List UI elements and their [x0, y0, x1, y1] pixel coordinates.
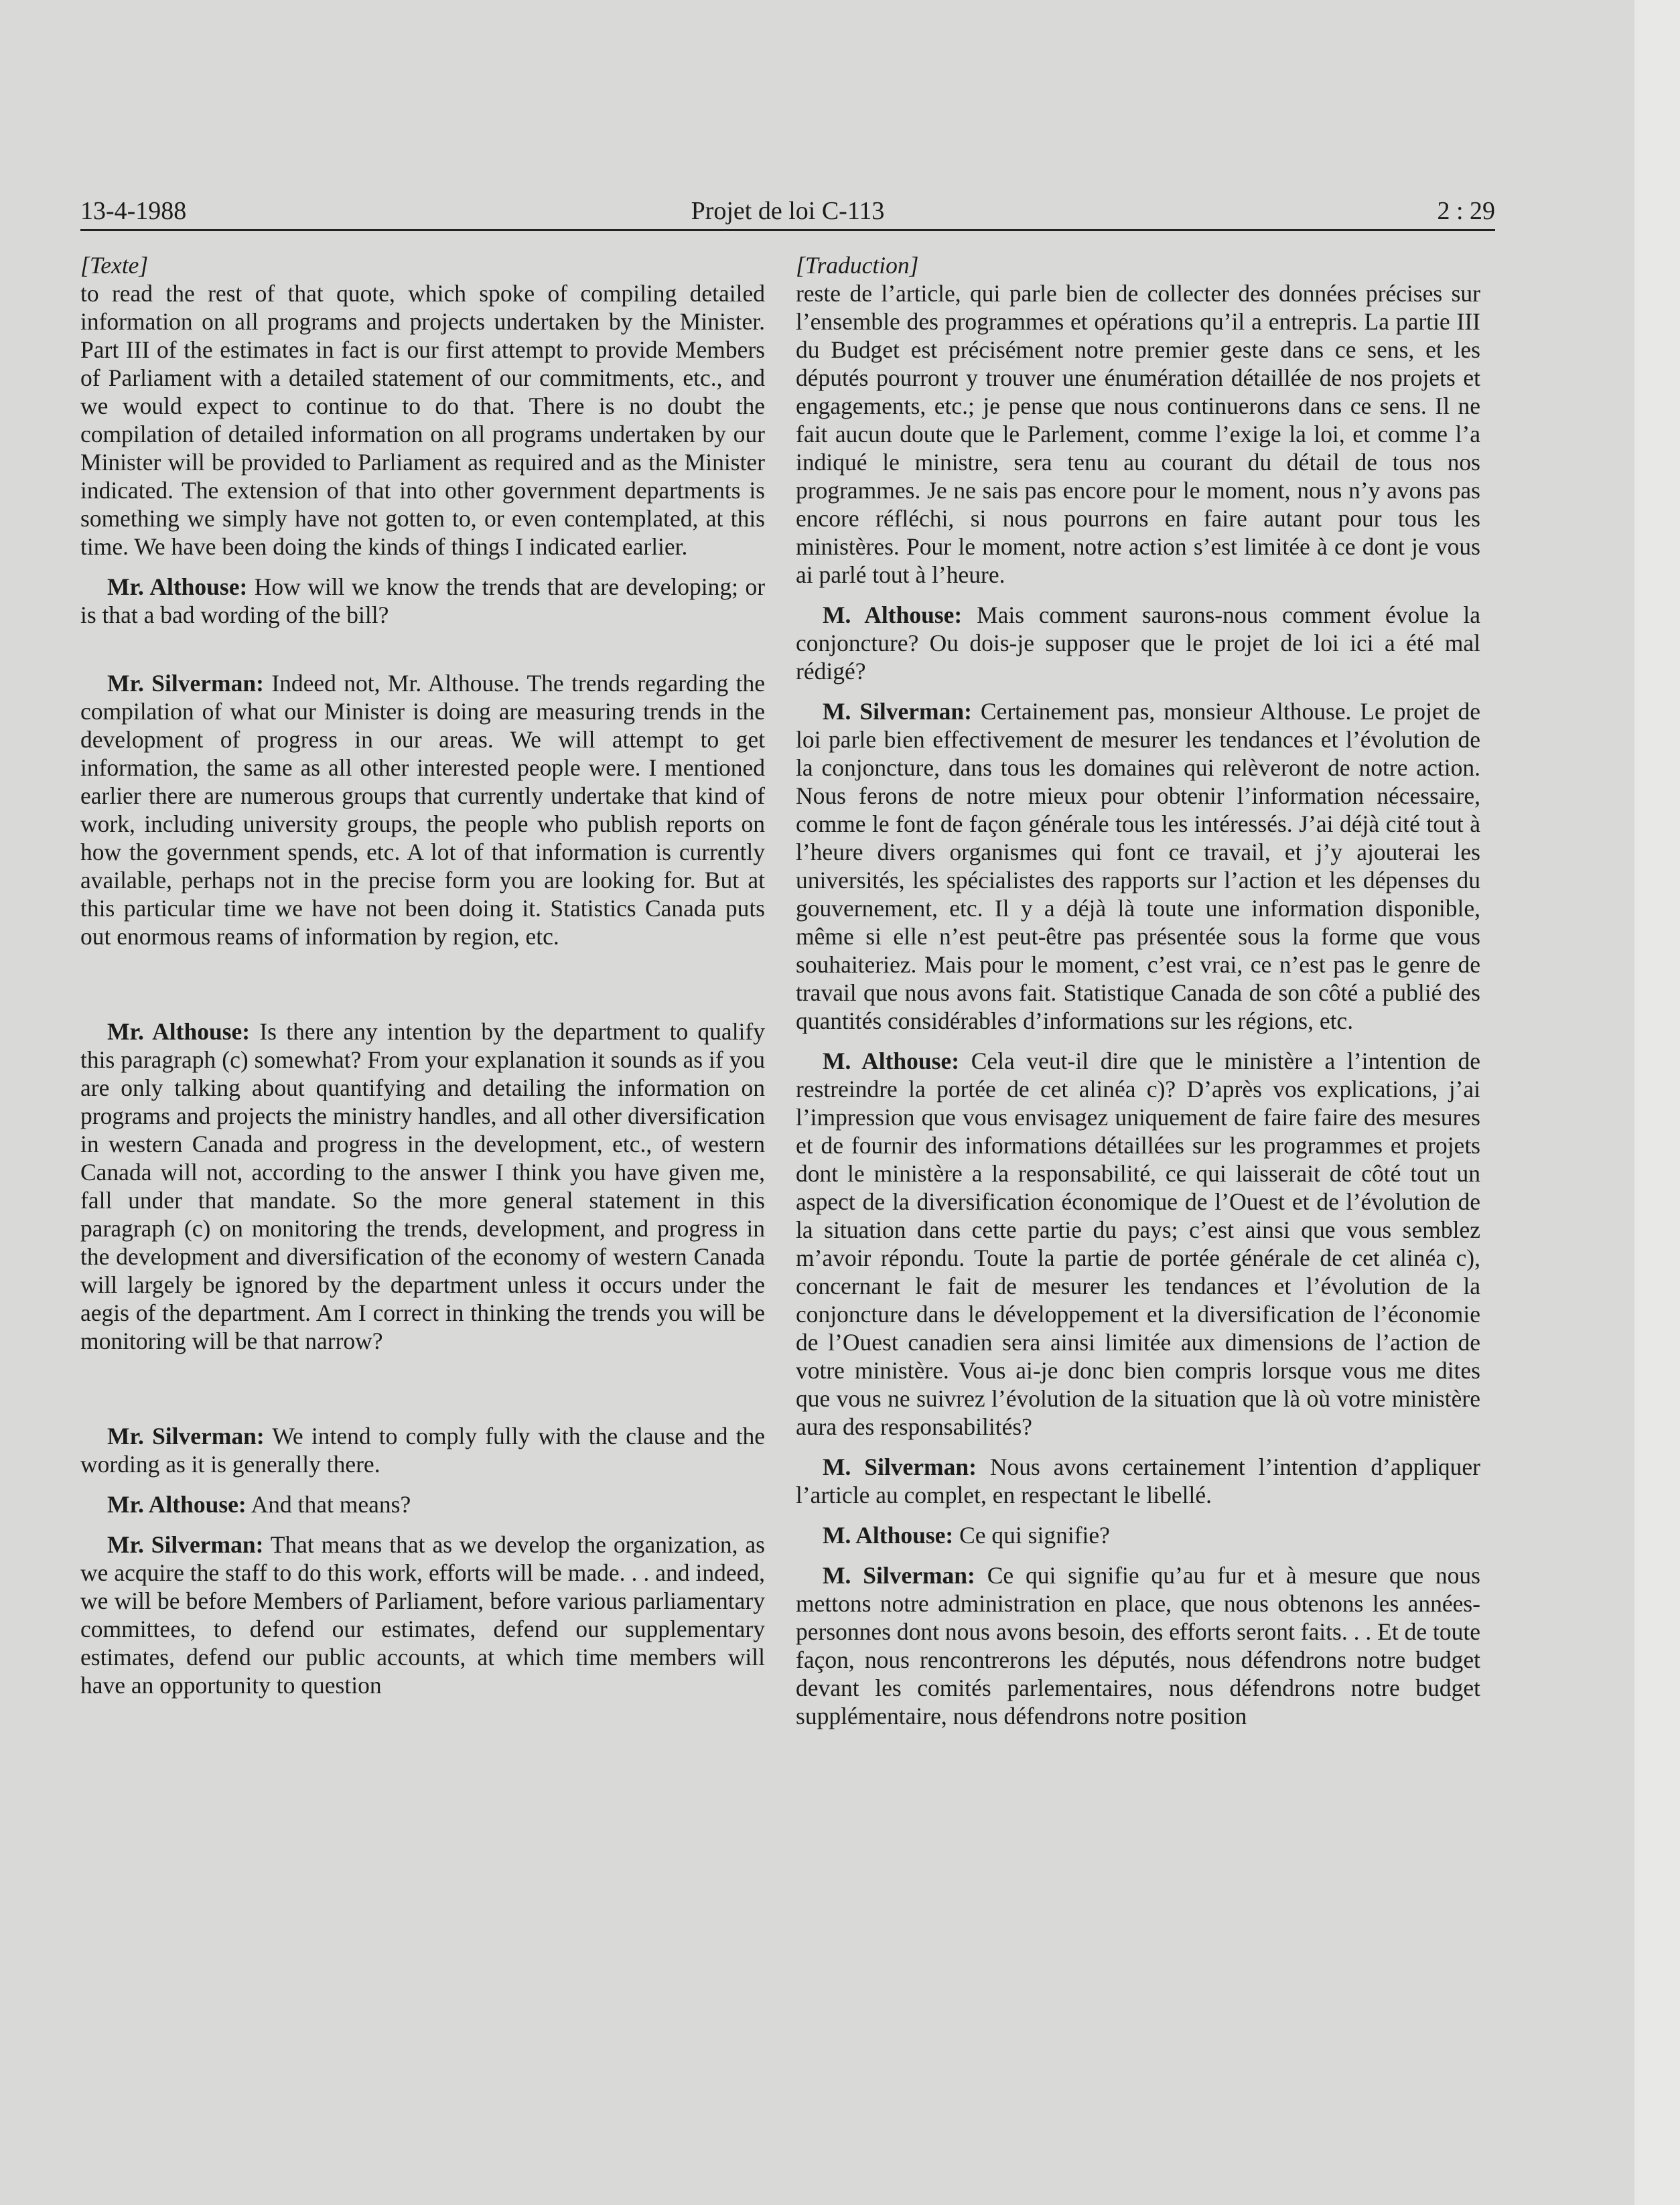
page-header [80, 196, 1495, 231]
paragraph-2 [796, 697, 1480, 1035]
paragraph-4 [80, 1422, 765, 1478]
speech-text: Certainement pas, monsieur Althouse. Le projet de loi parle bien effectivement de mesurer les tendances et l’évolution de la conjoncture, dans tous les domaines qui relèveront de notre action. Nous ferons de notre mieux pour obtenir l’information nécessaire, comme le font de façon générale tous les intéressés. J’ai déjà cité tout à l’heure divers organismes qui font ce travail, et j’y ajouterai les universités, les spécialistes des rapports sur l’action et les dépenses du gouvernement, etc. Il y a déjà là toute une information disponible, même si elle n’est peut-être pas présentée sous la forme que vous souhaiteriez. Mais pour le moment, c’est vrai, ce n’est pas le genre de travail que nous avons fait. Statistique Canada de son côté a publié des quantités considérables d’informations sur les régions, etc. [796, 698, 1480, 1034]
speech-text: Ce qui signifie qu’au fur et à mesure que nous mettons notre administration en place, que nous obtenons les années-personnes dont nous avons besoin, des efforts seront faits. . . Et de toute façon, nous rencontrerons les députés, nous défendrons notre budget devant les comités parlementaires, nous défendrons notre budget supplémentaire, nous défendrons notre position [796, 1562, 1480, 1729]
speaker-name: M. Silverman: [823, 1562, 975, 1589]
paragraph-1 [796, 601, 1480, 685]
speaker-name: M. Althouse: [823, 1048, 960, 1074]
speech-text: We intend to comply fully with the clause and the wording as it is generally there. [80, 1423, 765, 1478]
speaker-name: Mr. Silverman: [107, 1531, 264, 1558]
text-tag: [Texte] [80, 252, 149, 279]
speech-text: How will we know the trends that are developing; or is that a bad wording of the bill? [80, 573, 766, 628]
paragraph-6 [796, 1561, 1480, 1730]
speech-text: And that means? [251, 1491, 411, 1518]
speech-text: Indeed not, Mr. Althouse. The trends regarding the compilation of what our Minister is doing are measuring trends in the development of progress in our areas. We will attempt to get information, the same as all other interested people were. I mentioned earlier there are numerous groups that currently undertake that kind of work, including university groups, the people who publish reports on how the government spends, etc. A lot of that information is currently available, perhaps not in the precise form you are looking for. But at this particular time we have not been doing it. Statistics Canada puts out enormous reams of information by region, etc. [80, 670, 766, 950]
speaker-name: Mr. Silverman: [107, 670, 264, 697]
paragraph-5 [80, 1490, 765, 1518]
paragraph-1 [80, 573, 765, 629]
paragraph-0: reste de l’article, qui parle bien de collecter des données précises sur l’ensemble des programmes et opérations qu’il a entrepris. La partie III du Budget est précisément notre premier geste dans ce sens, et les députés pourront y trouver une énumération détaillée de nos projets et engagements, etc.; je pense que nous continuerons dans ce sens. Il ne fait aucun doute que le Parlement, comme l’exige la loi, et comme l’a indiqué le ministre, sera tenu au courant du détail de tous nos programmes. Je ne sais pas encore pour le moment, nous n’y avons pas encore réfléchi, si nous pourrons en faire autant pour tous les ministères. Pour le moment, notre action s’est limitée à ce dont je vous ai parlé tout à l’heure. [796, 280, 1480, 588]
french-column [796, 251, 1480, 1730]
speech-text: Is there any intention by the department to qualify this paragraph (c) somewhat? From your explanation it sounds as if you are only talking about quantifying and detailing the information on programs and projects the ministry handles, and all other diversification in western Canada and progress in the development, etc., of western Canada will not, according to the answer I think you have given me, fall under that mandate. So the more general statement in this paragraph (c) on monitoring the trends, development, and progress in the development and diversification of the economy of western Canada will largely be ignored by the department unless it occurs under the aegis of the department. Am I correct in thinking the trends you will be monitoring will be that narrow? [80, 1018, 765, 1354]
speaker-name: M. Silverman: [823, 1453, 977, 1480]
paragraph-3 [796, 1047, 1480, 1441]
speaker-name: M. Silverman: [823, 698, 972, 725]
speaker-name: M. Althouse: [823, 1522, 954, 1549]
speaker-name: M. Althouse: [823, 601, 963, 628]
paragraph-2 [80, 669, 765, 950]
paragraph-5 [796, 1521, 1480, 1549]
speaker-name: Mr. Silverman: [107, 1423, 265, 1449]
english-column [80, 251, 765, 1699]
speech-text: Mais comment saurons-nous comment évolue la conjoncture? Ou dois-je supposer que le projet de loi ici a été mal rédigé? [796, 601, 1481, 685]
paragraph-0: to read the rest of that quote, which spoke of compiling detailed information on all programs and projects undertaken by the Minister. Part III of the estimates in fact is our first attempt to provide Members of Parliament with a detailed statement of our commitments, etc., and we would expect to continue to do that. There is no doubt the compilation of detailed information on all programs undertaken by our Minister will be provided to Parliament as required and as the Minister indicated. The extension of that into other government departments is something we simply have not gotten to, or even contemplated, at this time. We have been doing the kinds of things I indicated earlier. [80, 280, 765, 560]
translation-tag: [Traduction] [796, 252, 919, 279]
speaker-name: Mr. Althouse: [107, 573, 248, 600]
speaker-name: Mr. Althouse: [107, 1491, 247, 1518]
page-edge [1634, 0, 1680, 2205]
header-title: Projet de loi C-113 [691, 197, 885, 225]
speech-text: Cela veut-il dire que le ministère a l’intention de restreindre la portée de cet alinéa c)? D’après vos explications, j’ai l’impression que vous envisagez uniquement de faire faire des mesures et de fournir des informations détaillées sur les programmes et projets dont le ministère a la responsabilité, ce qui laisserait de côté tout un aspect de la diversification économique de l’Ouest et de l’évolution de la situation dans cette partie du pays; c’est ainsi que vous semblez m’avoir répondu. Toute la partie de portée générale de cet alinéa c), concernant le fait de mesurer les tendances et l’évolution de la conjoncture dans le développement et la diversification de l’économie de l’Ouest canadien sera ainsi limitée aux dimensions de l’action de votre ministère. Vous ai-je donc bien compris lorsque vous me dites que vous ne suivrez l’évolution de la situation que là où votre ministère aura des responsabilités? [796, 1048, 1480, 1440]
speech-text: That means that as we develop the organization, as we acquire the staff to do this work, efforts will be made. . . and indeed, we will be before Members of Parliament, before various parliamentary committees, to defend our estimates, defend our supplementary estimates, defend our public accounts, at which time members will have an opportunity to question [80, 1531, 765, 1699]
paragraph-4 [796, 1453, 1480, 1509]
header-date: 13-4-1988 [80, 197, 187, 225]
paragraph-6 [80, 1531, 765, 1699]
speech-text: Nous avons certainement l’intention d’appliquer l’article au complet, en respectant le libellé. [796, 1453, 1481, 1508]
header-page-number: 2 : 29 [1437, 197, 1495, 225]
speech-text: Ce qui signifie? [959, 1522, 1110, 1549]
paragraph-3 [80, 1017, 765, 1355]
speaker-name: Mr. Althouse: [107, 1018, 251, 1045]
